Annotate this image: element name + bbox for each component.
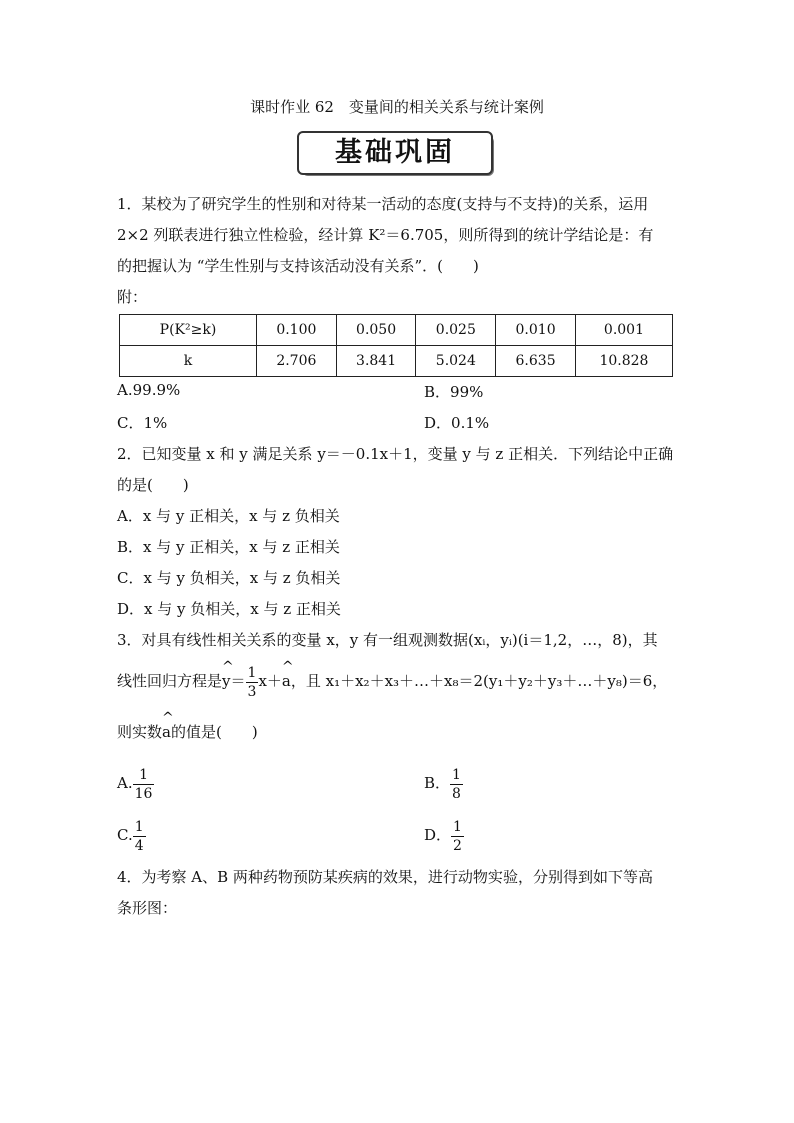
q2-option-d: D．x 与 y 负相关，x 与 z 正相关 (117, 600, 341, 618)
q3-option-a (117, 763, 154, 803)
q4-line2: 条形图： (117, 899, 178, 917)
q1-option-a: A.99.9% (117, 381, 181, 399)
hat-mark: ^ (162, 710, 174, 726)
q1-option-c: C．1% (117, 414, 168, 432)
table-row (120, 346, 673, 377)
q4-line1: 4．为考察 A、B 两种药物预防某疾病的效果，进行动物实验，分别得到如下等高 (117, 868, 653, 886)
q3-x-plus: x＋ (258, 672, 282, 690)
q1-line2: 2×2 列联表进行独立性检验，经计算 K²＝6.705，则所得到的统计学结论是：有 (117, 226, 654, 244)
table-cell: 0.010 (496, 315, 576, 346)
q2-line1: 2．已知变量 x 和 y 满足关系 y＝－0.1x＋1，变量 y 与 z 正相关．下列结论中正确 (117, 445, 674, 463)
q3-line2-prefix: 线性回归方程是 (117, 672, 223, 690)
q3-line1: 3．对具有线性相关关系的变量 x，y 有一组观测数据(xᵢ，yᵢ)(i＝1,2，…，8)，其 (117, 631, 658, 649)
table-cell: P(K²≥k) (120, 315, 257, 346)
frac-den: 2 (453, 837, 462, 854)
q3-line2-suffix: ，且 x₁＋x₂＋x₃＋…＋x₈＝2(y₁＋y₂＋y₃＋…＋y₈)＝6， (290, 672, 668, 690)
table-cell: 6.635 (496, 346, 576, 377)
a-hat-letter: a (162, 723, 171, 741)
q2-line2: 的是( ) (117, 476, 189, 494)
frac-num: 1 (452, 766, 461, 783)
a-hat (281, 659, 294, 701)
fraction-one-third (246, 664, 259, 701)
frac-den: 4 (134, 837, 144, 854)
option-fraction (451, 818, 464, 855)
q3-option-c (117, 815, 146, 855)
table-cell: 2.706 (257, 346, 337, 377)
q2-option-a: A．x 与 y 正相关，x 与 z 负相关 (117, 507, 340, 525)
option-fraction (450, 766, 463, 803)
frac-num: 1 (134, 818, 144, 835)
table-row (120, 315, 673, 346)
q1-appendix: 附： (117, 288, 148, 306)
frac-den: 16 (134, 785, 153, 802)
frac-den: 8 (452, 785, 461, 802)
critical-value-table (119, 314, 673, 377)
table-cell: k (120, 346, 257, 377)
q3-equals: ＝ (230, 672, 246, 690)
q2-option-c: C．x 与 y 负相关，x 与 z 负相关 (117, 569, 341, 587)
q3-line3-prefix: 则实数 (117, 723, 163, 741)
q1-option-b: B．99% (424, 383, 484, 401)
option-label: C. (117, 826, 133, 844)
hat-mark: ^ (222, 659, 234, 675)
a-hat-letter: a (281, 672, 291, 690)
option-label: B． (424, 774, 451, 792)
q2-option-b: B．x 与 y 正相关，x 与 z 正相关 (117, 538, 340, 556)
y-hat-letter: y (222, 672, 231, 690)
table-cell: 0.001 (575, 315, 672, 346)
frac-num: 1 (247, 664, 257, 681)
q3-option-d (424, 815, 464, 855)
q3-option-b (424, 763, 463, 803)
a-hat (162, 710, 174, 746)
section-badge (297, 131, 495, 177)
table-cell: 10.828 (575, 346, 672, 377)
page-title: 课时作业 62 变量间的相关关系与统计案例 (250, 98, 544, 116)
frac-den: 3 (247, 683, 257, 700)
option-label: A. (117, 774, 133, 792)
q3-line2 (117, 661, 667, 701)
table-cell: 0.025 (416, 315, 496, 346)
table-cell: 3.841 (336, 346, 416, 377)
option-fraction (133, 766, 155, 803)
q1-option-d: D．0.1% (424, 414, 490, 432)
frac-num: 1 (453, 818, 462, 835)
table-cell: 5.024 (416, 346, 496, 377)
q3-line3 (117, 710, 258, 746)
table-cell: 0.100 (257, 315, 337, 346)
q1-line3: 的把握认为 “学生性别与支持该活动没有关系”．( ) (117, 257, 479, 275)
q1-line1: 1．某校为了研究学生的性别和对待某一活动的态度(支持与不支持)的关系，运用 (117, 195, 649, 213)
q3-line3-suffix: 的值是( ) (170, 723, 258, 741)
hat-mark: ^ (281, 659, 294, 675)
table-cell: 0.050 (336, 315, 416, 346)
frac-num: 1 (133, 766, 155, 785)
badge-label: 基础巩固 (335, 137, 455, 168)
option-label: D． (424, 826, 452, 844)
option-fraction (133, 818, 146, 855)
y-hat (222, 659, 234, 701)
